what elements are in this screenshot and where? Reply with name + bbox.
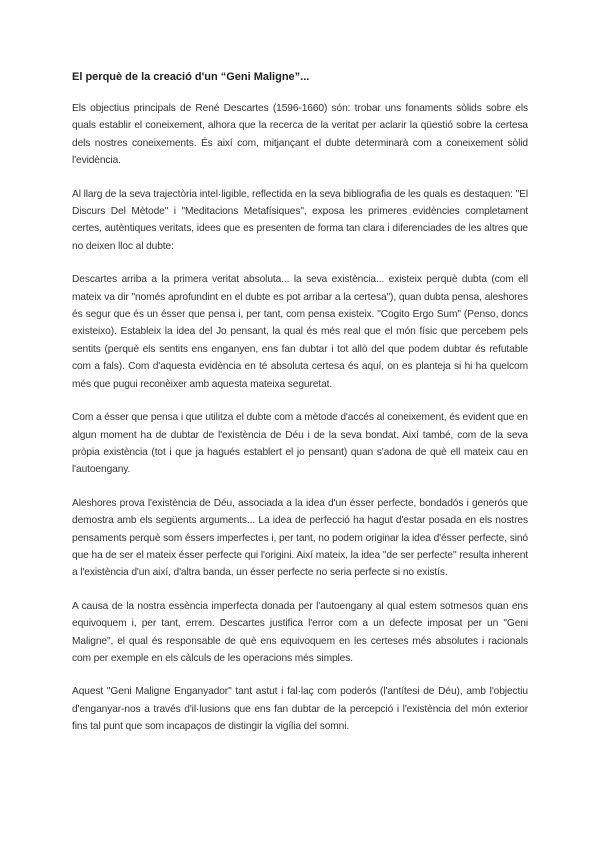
paragraph-1: Els objectius principals de René Descartes (1596-1660) són: trobar uns fonaments sòlids sobre els quals establir el coneixement, alhora que la recerca de la veritat per aclarir la qüestió sobre la certesa dels nostres coneixements. És així com, mitjançant el dubte determinarà com a coneixement sòlid l'evidència. [72,103,528,167]
paragraph-6: A causa de la nostra essència imperfecta donada per l'autoengany al qual estem sotmesos quan ens equivoquem i, per tant, errem. Descartes justifica l'error com a un defecte imposat per un "Geni Maligne", el qual és responsable de què ens equivoquem en les certeses més absolutes i racionals com per exemple en els càlculs de les operacions més simples. [72,600,528,664]
document-title: El perquè de la creació d'un “Geni Maligne”... [72,71,310,83]
paragraph-5: Aleshores prova l'existència de Déu, associada a la idea d'un ésser perfecte, bondadós i generós que demostra amb els següents arguments... La idea de perfecció ha hagut d'estar posada en els nostres pensaments perquè som éssers imperfectes i, per tant, no podem originar la idea d'ésser perfecte, sinó que ha de ser el mateix ésser perfecte qui l'origini. Així mateix, la idea "de ser perfecte" resulta inherent a l'existència d'un així, d'altra banda, un ésser perfecte no seria perfecte si no existís. [72,497,528,579]
paragraph-4: Com a ésser que pensa i que utilitza el dubte com a mètode d'accés al coneixement, és evident que en algun moment ha de dubtar de l'existència de Déu i de la seva bondat. Així també, com de la seva pròpia existència (tot i que ja hagués establert el jo pensant) quan s'adona de què ell mateix cau en l'autoengany. [72,412,528,476]
paragraph-2: Al llarg de la seva trajectòria intel·ligible, reflectida en la seva bibliografia de les quals es destaquen: "El Discurs Del Mètode" i "Meditacions Metafísiques", exposa les primeres evidències completament certes, autèntiques veritats, idees que es presenten de forma tan clara i diferenciades de les altres que no deixen lloc al dubte: [72,188,528,252]
paragraph-7: Aquest "Geni Maligne Enganyador" tant astut i fal·laç com poderós (l'antítesi de Déu), amb l'objectiu d'enganyar-nos a través d'il·lusions que ens fan dubtar de la percepció i l'existència del món exterior fins tal punt que som incapaços de distingir la vigília del somni. [72,686,528,733]
document-body [72,70,528,752]
paragraph-3: Descartes arriba a la primera veritat absoluta... la seva existència... existeix perquè dubta (com ell mateix va dir "només aprofundint en el dubte es pot arribar a la certesa"), quan dubta pensa, aleshores és segur que és un ésser que pensa i, per tant, com pensa existeix. "Cogito Ergo Sum" (Penso, doncs existeixo). Estableix la idea del Jo pensant, la qual és més real que el món físic que percebem pels sentits (perquè els sentits ens enganyen, ens fan dubtar i tot allò del que podem dubtar és refutable com a fals). Com d'aquesta evidència en té absoluta certesa és aquí, on es planteja si hi ha quelcom més que pugui reconèixer amb aquesta mateixa seguretat. [72,274,528,390]
